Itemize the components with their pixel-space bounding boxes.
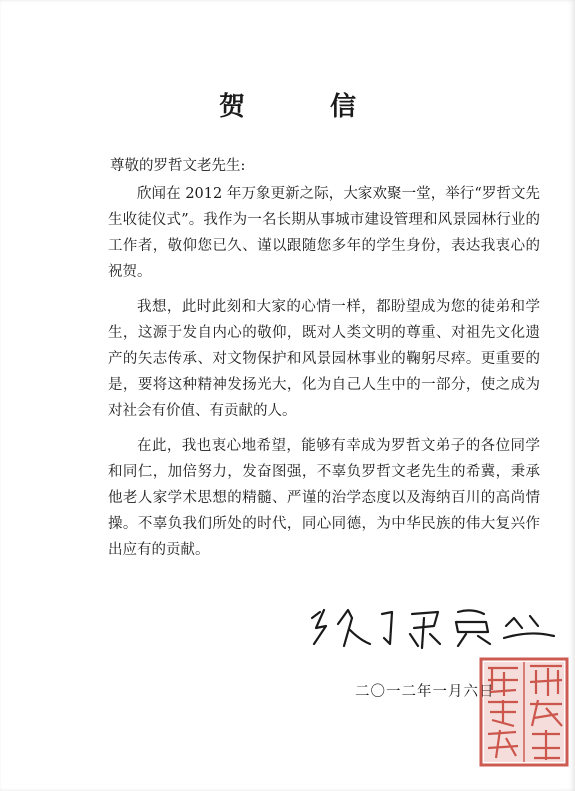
paragraph-2: 我想，此时此刻和大家的心情一样，都盼望成为您的徒弟和学生，这源于发自内心的敬仰，既对人类文明的尊重、对祖先文化遗产的矢志传承、对文物保护和风景园林事业的鞠躬尽瘁。更重要的是，要将这种精神发扬光大，化为自己人生中的一部分，使之成为对社会有价值、有贡献的人。 bbox=[108, 299, 540, 419]
paragraph-1: 欣闻在 2012 年万象更新之际，大家欢聚一堂，举行“罗哲文先生收徒仪式”。我作为一名长期从事城市建设管理和风景园林行业的工作者，敬仰您已久、谨以跟随您多年的学生身份，表达我衷心的祝贺。 bbox=[108, 186, 540, 280]
letter-date: 二〇一二年一月六日 bbox=[355, 684, 495, 700]
letter-title: 贺 信 bbox=[218, 92, 395, 122]
red-seal-stamp bbox=[478, 656, 570, 768]
letter-body bbox=[108, 181, 540, 572]
handwritten-signature bbox=[308, 604, 558, 652]
paragraph-3: 在此，我也衷心地希望，能够有幸成为罗哲文弟子的各位同学和同仁，加倍努力，发奋图强，不辜负罗哲文老先生的希冀，秉承他老人家学术思想的精髓、严谨的治学态度以及海纳百川的高尚情操。不辜负我们所处的时代，同心同德，为中华民族的伟大复兴作出应有的贡献。 bbox=[108, 438, 540, 558]
salutation: 尊敬的罗哲文老先生: bbox=[110, 158, 246, 174]
